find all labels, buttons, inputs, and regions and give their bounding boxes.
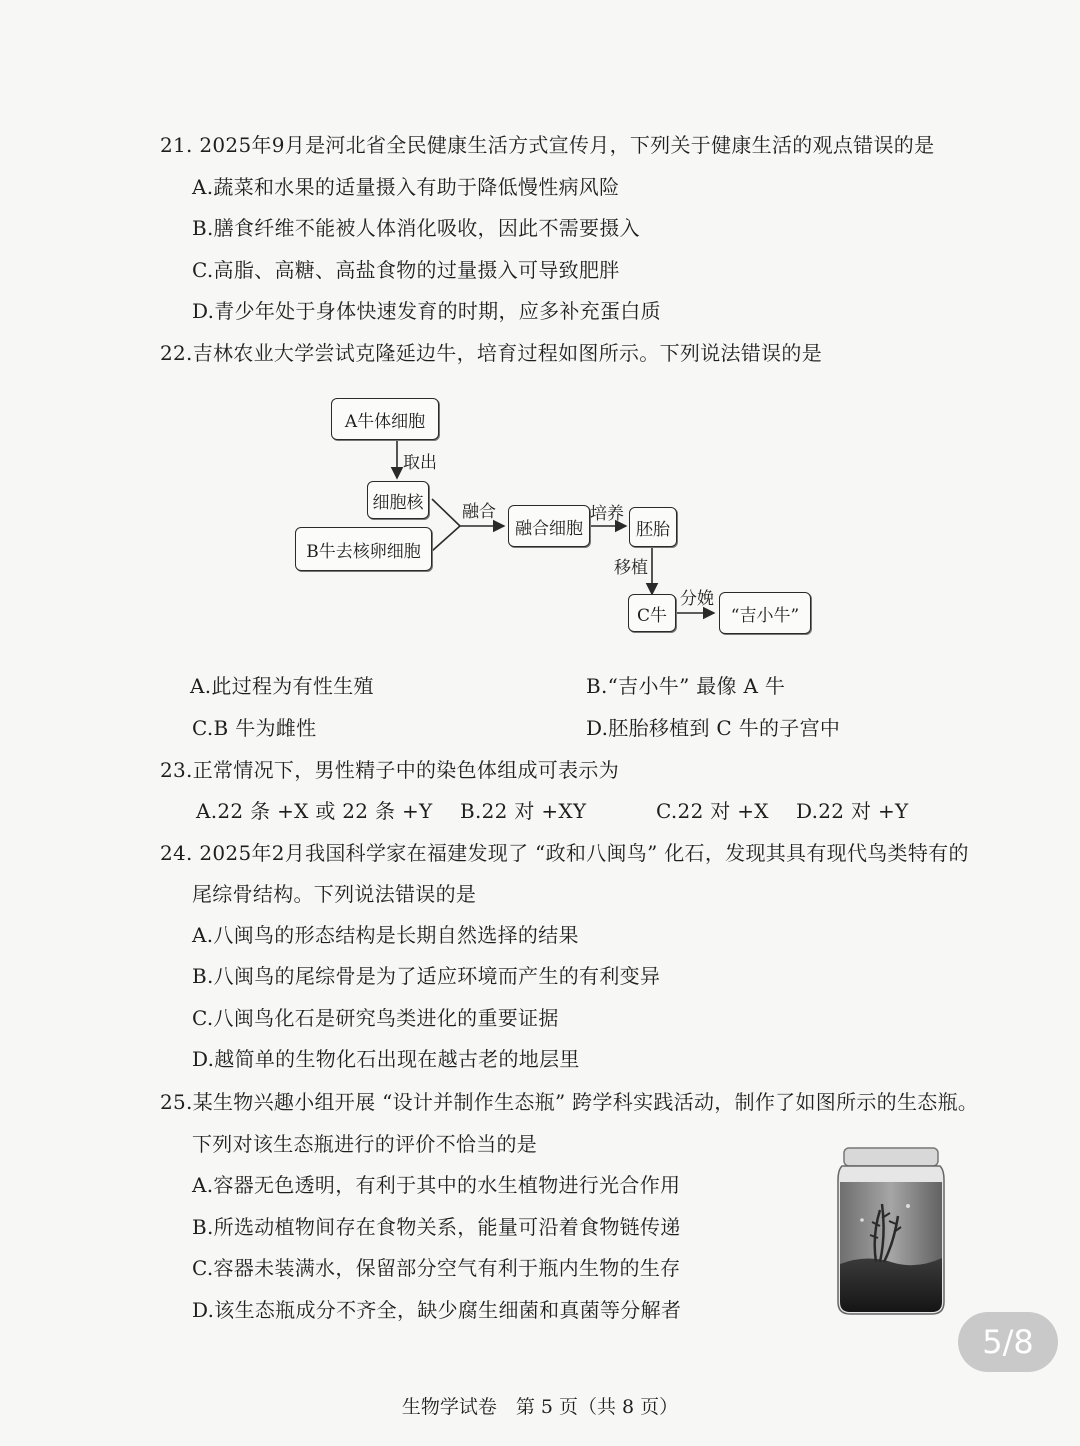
question-22-option-c: C.B 牛为雌性 [192,716,317,740]
question-24-option-d: D.越简单的生物化石出现在越古老的地层里 [192,1047,580,1071]
fuse-label: 融合 [462,502,496,522]
fused-cell-box: 融合细胞 [508,505,590,547]
question-22-stem: 22.吉林农业大学尝试克隆延边牛，培育过程如图所示。下列说法错误的是 [160,341,823,365]
c-cow-box: C牛 [628,594,676,632]
calf-box: “吉小牛” [719,592,811,634]
diagram-arrows [0,0,1080,700]
question-23-option-b: B.22 对 +XY [460,799,587,823]
extract-label: 取出 [403,453,437,473]
question-24-stem: 24. 2025年2月我国科学家在福建发现了 “政和八闽鸟” 化石，发现其具有现代鸟类特有的 [160,841,969,865]
question-21-option-a: A.蔬菜和水果的适量摄入有助于降低慢性病风险 [192,175,620,199]
question-22-option-b: B.“吉小牛” 最像 A 牛 [586,674,786,698]
question-25-stem: 25.某生物兴趣小组开展 “设计并制作生态瓶” 跨学科实践活动，制作了如图所示的生态瓶。 [160,1090,979,1114]
a-cow-cell-box: A牛体细胞 [331,398,439,440]
question-23-option-d: D.22 对 +Y [796,799,909,823]
question-21-stem: 21. 2025年9月是河北省全民健康生活方式宣传月，下列关于健康生活的观点错误的是 [160,133,935,157]
nucleus-box: 细胞核 [367,481,429,519]
question-23-option-a: A.22 条 +X 或 22 条 +Y [196,799,433,823]
page-indicator-badge: 5/8 [958,1312,1058,1372]
question-22-option-d: D.胚胎移植到 C 牛的子宫中 [586,716,841,740]
question-24-option-c: C.八闽鸟化石是研究鸟类进化的重要证据 [192,1006,559,1030]
ecosystem-jar-image [836,1146,946,1316]
question-25-option-d: D.该生态瓶成分不齐全，缺少腐生细菌和真菌等分解者 [192,1298,682,1322]
page-footer: 生物学试卷 第 5 页（共 8 页） [401,1396,679,1418]
question-22-option-a: A.此过程为有性生殖 [190,674,374,698]
question-21-option-c: C.高脂、高糖、高盐食物的过量摄入可导致肥胖 [192,258,620,282]
question-21-option-b: B.膳食纤维不能被人体消化吸收，因此不需要摄入 [192,216,640,240]
question-24-option-b: B.八闽鸟的尾综骨是为了适应环境而产生的有利变异 [192,964,661,988]
question-24-option-a: A.八闽鸟的形态结构是长期自然选择的结果 [192,923,579,947]
embryo-box: 胚胎 [629,507,677,547]
question-25-option-b: B.所选动植物间存在食物关系，能量可沿着食物链传递 [192,1215,681,1239]
question-21-option-d: D.青少年处于身体快速发育的时期，应多补充蛋白质 [192,299,661,323]
question-25-option-c: C.容器未装满水，保留部分空气有利于瓶内生物的生存 [192,1256,681,1280]
culture-label: 培养 [590,504,624,524]
b-cow-egg-box: B牛去核卵细胞 [295,527,432,571]
question-24-stem-line2: 尾综骨结构。下列说法错误的是 [192,882,477,906]
birth-label: 分娩 [680,589,714,609]
question-25-option-a: A.容器无色透明，有利于其中的水生植物进行光合作用 [192,1173,681,1197]
transplant-label: 移植 [614,558,648,578]
question-23-option-c: C.22 对 +X [656,799,769,823]
question-25-stem-line2: 下列对该生态瓶进行的评价不恰当的是 [192,1132,538,1156]
question-23-stem: 23.正常情况下，男性精子中的染色体组成可表示为 [160,758,620,782]
